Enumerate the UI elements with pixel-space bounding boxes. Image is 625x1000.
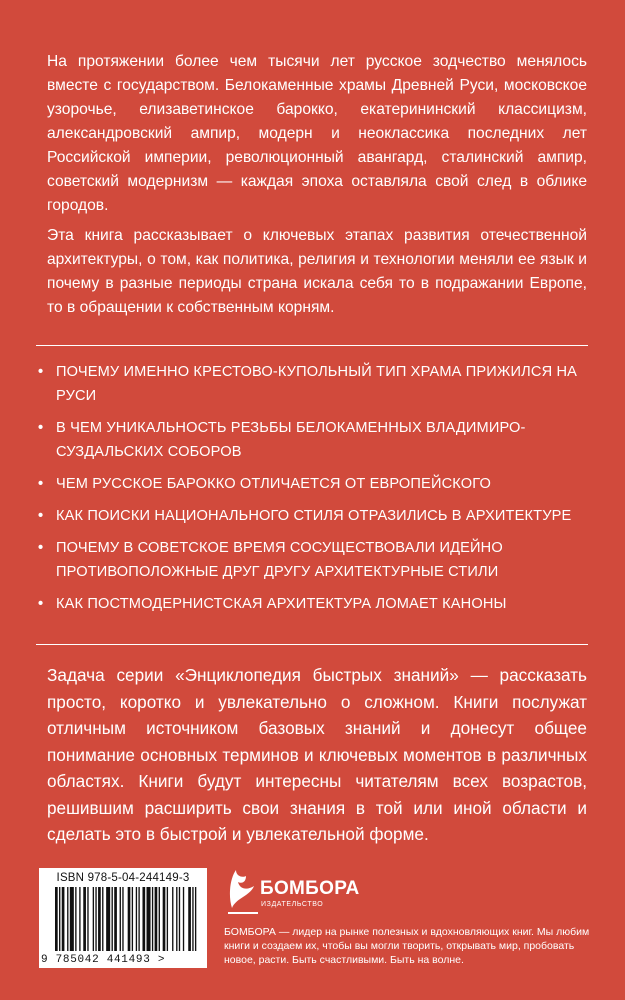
intro-paragraph-1: На протяжении более чем тысячи лет русское зодчество менялось вместе с государством. Белокаменные храмы Древней Руси, московское узорочье, елизаветинское барокко, екатерининский классицизм, александровский ампир, модерн и неоклассика последних лет Российской империи, революционный авангард, сталинский ампир, советский модернизм — каждая эпоха оставляла свой след в облике городов.	[47, 53, 587, 214]
bullet-marker: •	[38, 476, 44, 492]
bullet-text: ЧЕМ РУССКОЕ БАРОККО ОТЛИЧАЕТСЯ ОТ ЕВРОПЕЙСКОГО	[56, 476, 491, 492]
bullet-item	[38, 536, 588, 584]
divider-top	[36, 345, 588, 346]
publisher-name: БОМБОРА	[260, 878, 360, 899]
bullet-text: КАК ПОСТМОДЕРНИСТСКАЯ АРХИТЕКТУРА ЛОМАЕТ КАНОНЫ	[56, 596, 507, 612]
bullet-text: ПОЧЕМУ ИМЕННО КРЕСТОВО-КУПОЛЬНЫЙ ТИП ХРАМА ПРИЖИЛСЯ НА РУСИ	[56, 364, 578, 404]
barcode-block	[39, 868, 207, 968]
bullet-list	[38, 360, 588, 624]
bullet-item	[38, 592, 588, 616]
bullet-marker: •	[38, 508, 44, 524]
bullet-marker: •	[38, 420, 44, 436]
bullet-item	[38, 360, 588, 408]
publisher-description: БОМБОРА — лидер на рынке полезных и вдохновляющих книг. Мы любим книги и создаем их, чтобы вы могли творить, открывать мир, пробовать новое, расти. Быть счастливыми. Быть на волне.	[224, 926, 590, 966]
isbn-label: ISBN 978-5-04-244149-3	[56, 872, 190, 884]
series-description: Задача серии «Энциклопедия быстрых знаний» — рассказать просто, коротко и увлекательно о сложном. Книги послужат отличным источником базовых знаний и донесут общее понимание основных терминов и ключевых моментов в различных областях. Книги будут интересны читателям всех возрастов, решившим расширить свои знания в той или иной области и сделать это в быстрой и увлекательной форме.	[47, 665, 587, 844]
bullet-item	[38, 416, 588, 464]
bullet-marker: •	[38, 596, 44, 612]
bullet-marker: •	[38, 540, 44, 556]
barcode-digits: 9 785042 441493 >	[41, 954, 166, 966]
barcode-icon	[55, 887, 199, 951]
bullet-text: ПОЧЕМУ В СОВЕТСКОЕ ВРЕМЯ СОСУЩЕСТВОВАЛИ ИДЕЙНО ПРОТИВОПОЛОЖНЫЕ ДРУГ ДРУГУ АРХИТЕКТУРНЫЕ СТИЛИ	[56, 540, 503, 580]
intro-paragraph-2: Эта книга рассказывает о ключевых этапах развития отечественной архитектуры, о том, как политика, религия и технологии меняли ее язык и почему в разные периоды страна искала себя то в подражании Европе, то в обращении к собственным корням.	[47, 227, 587, 316]
bullet-item	[38, 504, 588, 528]
bullet-marker: •	[38, 364, 44, 380]
divider-bottom	[36, 644, 588, 645]
bullet-text: В ЧЕМ УНИКАЛЬНОСТЬ РЕЗЬБЫ БЕЛОКАМЕННЫХ ВЛАДИМИРО-СУЗДАЛЬСКИХ СОБОРОВ	[56, 420, 526, 460]
bullet-item	[38, 472, 588, 496]
bullet-text: КАК ПОИСКИ НАЦИОНАЛЬНОГО СТИЛЯ ОТРАЗИЛИСЬ В АРХИТЕКТУРЕ	[56, 508, 572, 524]
bombora-wave-icon	[228, 868, 258, 914]
publisher-subtitle: ИЗДАТЕЛЬСТВО	[261, 901, 324, 908]
publisher-logo	[228, 868, 358, 916]
